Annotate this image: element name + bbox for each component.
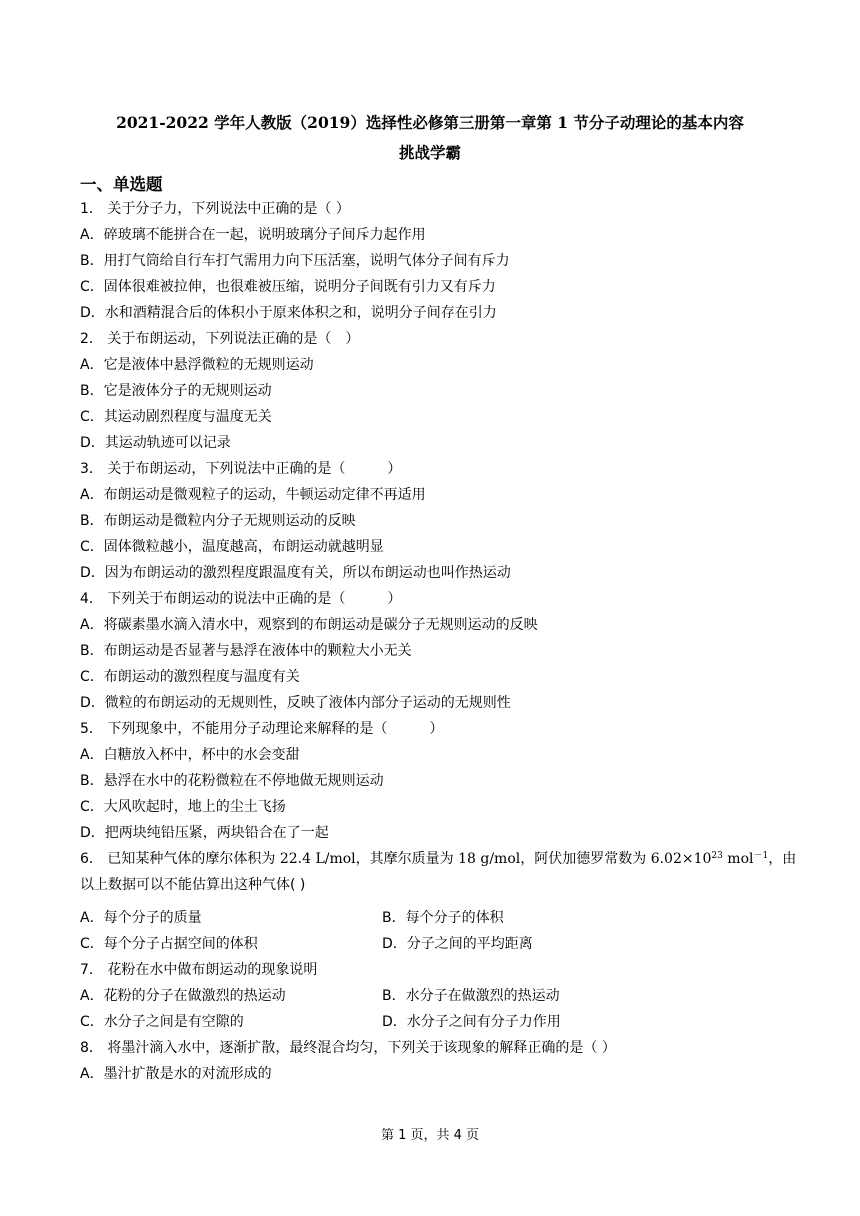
question-number: 3． — [80, 461, 103, 477]
molar-volume-value: 22.4 L/mol — [279, 851, 356, 867]
question-number: 8． — [80, 1040, 103, 1056]
question-6-options-row-2 — [80, 931, 805, 957]
question-5-stem — [80, 716, 805, 742]
question-1-option-a: A．碎玻璃不能拼合在一起，说明玻璃分子间斥力起作用 — [80, 227, 426, 243]
question-5-option-a: A．白糖放入杯中，杯中的水会变甜 — [80, 747, 300, 763]
avogadro-unit: mol — [722, 851, 754, 867]
question-text: 下列现象中，不能用分子动理论来解释的是（ ） — [102, 721, 444, 737]
question-text: 花粉在水中做布朗运动的现象说明 — [102, 962, 318, 978]
question-text: 关于分子力，下列说法中正确的是（ ） — [102, 201, 350, 217]
question-3-option-b: B．布朗运动是微粒内分子无规则运动的反映 — [80, 513, 356, 529]
question-6-stem — [80, 846, 805, 872]
question-text: ，由 — [768, 851, 797, 867]
question-3-option-d: D．因为布朗运动的激烈程度跟温度有关，所以布朗运动也叫作热运动 — [80, 565, 511, 581]
question-2-option-d: D．其运动轨迹可以记录 — [80, 435, 231, 451]
document-subtitle: 挑战学霸 — [398, 143, 461, 162]
question-2-stem — [80, 326, 805, 352]
question-5-option-d: D．把两块纯铅压紧，两块铅合在了一起 — [80, 825, 329, 841]
question-4-option-d: D．微粒的布朗运动的无规则性，反映了液体内部分子运动的无规则性 — [80, 695, 511, 711]
question-list — [80, 196, 805, 1087]
question-text: 关于布朗运动，下列说法中正确的是（ ） — [102, 461, 402, 477]
molar-mass-value: 18 g/mol — [458, 851, 521, 867]
question-number: 2． — [80, 331, 103, 347]
question-3-stem — [80, 456, 805, 482]
question-3-option-c: C．固体微粒越小，温度越高，布朗运动就越明显 — [80, 539, 384, 555]
question-text: 将墨汁滴入水中，逐渐扩散，最终混合均匀，下列关于该现象的解释正确的是（ ） — [102, 1040, 616, 1056]
question-4-option-c: C．布朗运动的激烈程度与温度有关 — [80, 669, 300, 685]
avogadro-unit-exponent: －1 — [753, 851, 769, 861]
question-number: 1． — [80, 201, 103, 217]
question-5-option-b: B．悬浮在水中的花粉微粒在不停地做无规则运动 — [80, 773, 384, 789]
question-number: 7． — [80, 962, 103, 978]
question-6-options-row-1 — [80, 905, 805, 931]
question-1-option-b: B．用打气筒给自行车打气需用力向下压活塞，说明气体分子间有斥力 — [80, 253, 510, 269]
question-text: 下列关于布朗运动的说法中正确的是（ ） — [102, 591, 402, 607]
section-heading: 一、单选题 — [80, 175, 163, 194]
question-4-option-a: A．将碳素墨水滴入清水中，观察到的布朗运动是碳分子无规则运动的反映 — [80, 617, 538, 633]
question-7-option-c: C．水分子之间是有空隙的 — [80, 1014, 244, 1030]
question-7-option-b: B．水分子在做激烈的热运动 — [382, 988, 560, 1004]
question-2-option-b: B．它是液体分子的无规则运动 — [80, 383, 272, 399]
document-title: 2021-2022 学年人教版（2019）选择性必修第三册第一章第 1 节分子动理论的基本内容 — [116, 113, 744, 132]
question-6-option-d: D．分子之间的平均距离 — [382, 936, 533, 952]
question-7-stem — [80, 957, 805, 983]
question-2-option-c: C．其运动剧烈程度与温度无关 — [80, 409, 272, 425]
question-6-option-a: A．每个分子的质量 — [80, 910, 202, 926]
question-8-stem — [80, 1035, 805, 1061]
avogadro-exponent: 23 — [711, 851, 723, 861]
question-6-stem-line-2: 以上数据可以不能估算出这种气体( ) — [80, 877, 306, 893]
question-7-option-d: D．水分子之间有分子力作用 — [382, 1014, 561, 1030]
question-text: ，阿伏加德罗常数为 — [520, 851, 651, 867]
question-7-options-row-2 — [80, 1009, 805, 1035]
question-text: 关于布朗运动，下列说法正确的是（ ） — [102, 331, 360, 347]
question-text: ，其摩尔质量为 — [355, 851, 459, 867]
question-number: 6． — [80, 851, 103, 867]
question-1-stem — [80, 196, 805, 222]
avogadro-base: 6.02×10 — [650, 851, 712, 867]
question-1-option-d: D．水和酒精混合后的体积小于原来体积之和，说明分子间存在引力 — [80, 305, 497, 321]
question-1-option-c: C．固体很难被拉伸，也很难被压缩，说明分子间既有引力又有斥力 — [80, 279, 496, 295]
question-4-stem — [80, 586, 805, 612]
question-6-option-b: B．每个分子的体积 — [382, 910, 504, 926]
question-7-option-a: A．花粉的分子在做激烈的热运动 — [80, 988, 286, 1004]
question-2-option-a: A．它是液体中悬浮微粒的无规则运动 — [80, 357, 314, 373]
question-8-option-a: A．墨汁扩散是水的对流形成的 — [80, 1066, 272, 1082]
question-3-option-a: A．布朗运动是微观粒子的运动，牛顿运动定律不再适用 — [80, 487, 426, 503]
page-footer: 第 1 页，共 4 页 — [380, 1128, 480, 1143]
question-7-options-row-1 — [80, 983, 805, 1009]
question-text: 已知某种气体的摩尔体积为 — [102, 851, 280, 867]
question-5-option-c: C．大风吹起时，地上的尘土飞扬 — [80, 799, 286, 815]
question-4-option-b: B．布朗运动是否显著与悬浮在液体中的颗粒大小无关 — [80, 643, 412, 659]
question-number: 4． — [80, 591, 103, 607]
question-6-option-c: C．每个分子占据空间的体积 — [80, 936, 258, 952]
question-number: 5． — [80, 721, 103, 737]
